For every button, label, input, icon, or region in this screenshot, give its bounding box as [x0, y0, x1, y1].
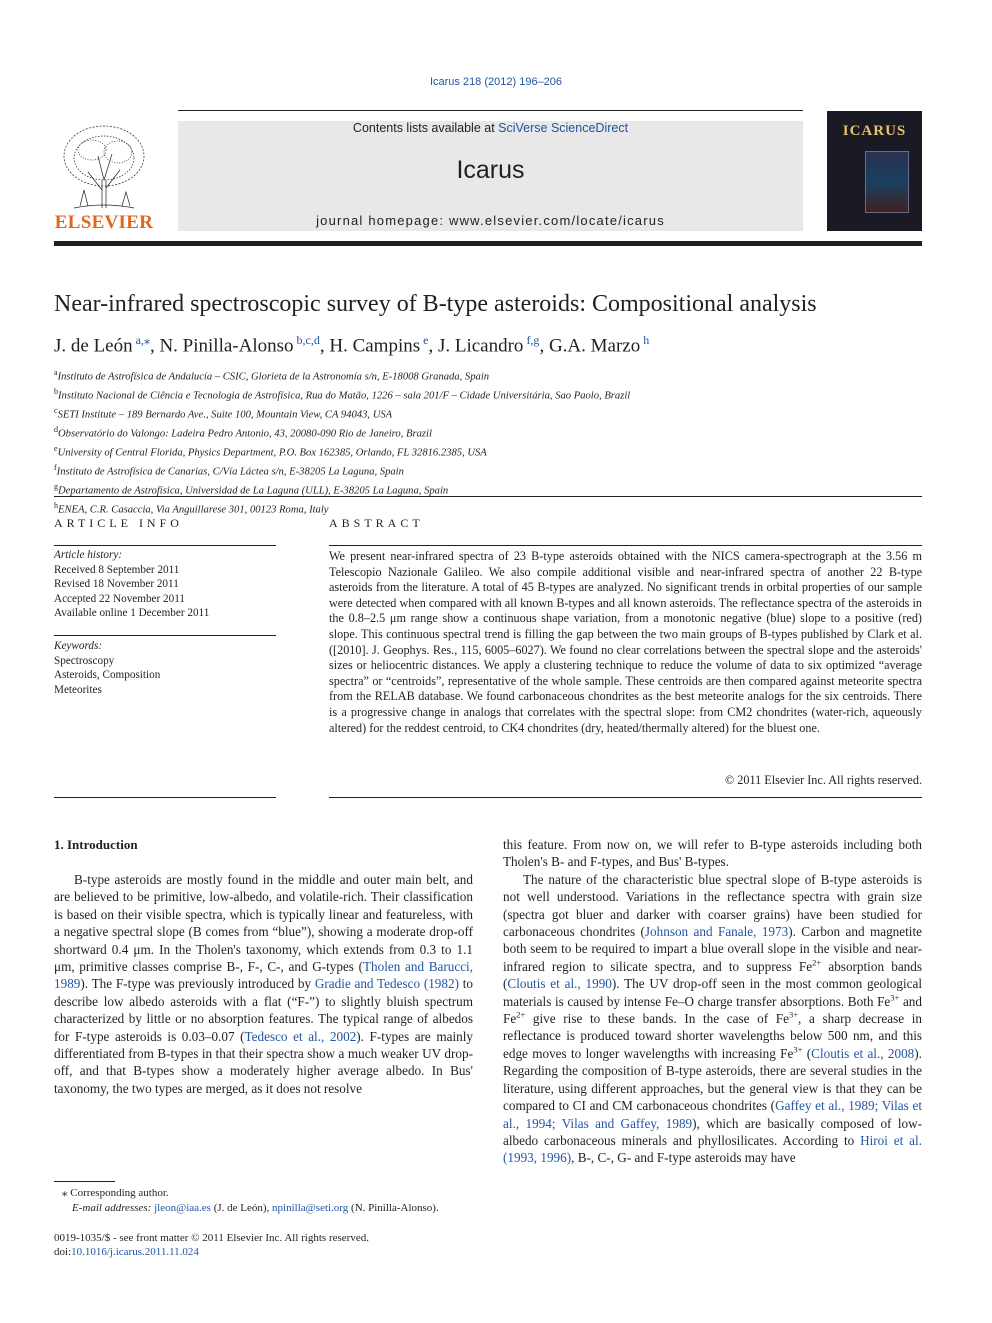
text-run: ), which are basically composed of low-albedo carbonaceous minerals and phyllosilicates. According to	[503, 1115, 922, 1148]
text-run: The nature of the characteristic blue spectral slope of B-type asteroids is not well understood. Variations in the reflectance spectra with grain size (spectra got bluer and darker with coarser grains) have been studied for carbonaceous chondrites (	[503, 871, 922, 940]
contents-prefix: Contents lists available at	[352, 121, 499, 135]
corresponding-author-note: ⁎ Corresponding author.	[62, 1187, 169, 1199]
intro-paragraph-2	[503, 871, 922, 1167]
journal-name: Icarus	[456, 156, 525, 184]
text-run: ). F-types are mainly differentiated from B-types in that their spectra show a much weaker UV drop-off, and that B-types show a moderately higher average albedo. In Bus' taxonomy, the two types are merged, as it does not resolve	[54, 1028, 473, 1096]
journal-cover-thumbnail[interactable]	[827, 111, 922, 231]
history-item: Revised 18 November 2011	[54, 578, 179, 590]
text-run: , a sharp decrease in reflectance is produced toward shorter wavelengths below 500 nm, and this edge moves to longer wavelengths with increasing Fe	[503, 1011, 923, 1061]
keyword-item: Spectroscopy	[54, 654, 115, 667]
journal-citation[interactable]: Icarus 218 (2012) 196–206	[429, 76, 563, 88]
cover-image	[865, 151, 909, 213]
abstract-bottom-rule	[329, 797, 922, 798]
citation-link[interactable]: Hiroi et al. (1993, 1996)	[503, 1132, 922, 1166]
elsevier-wordmark: ELSEVIER	[54, 212, 154, 233]
affiliation-text: ENEA, C.R. Casaccia, Via Anguillarese 301, 00123 Roma, Italy	[58, 504, 329, 516]
affiliation-text: Observatório do Valongo: Ladeira Pedro Antonio, 43, 20080-090 Rio de Janeiro, Brazil	[58, 428, 432, 440]
keywords-rule	[54, 635, 276, 636]
contents-line	[178, 121, 803, 135]
email-owner: (N. Pinilla-Alonso).	[348, 1201, 439, 1214]
sciencedirect-link[interactable]: SciVerse ScienceDirect	[498, 121, 629, 135]
footnotes	[54, 1186, 484, 1216]
citation-link[interactable]: Cloutis et al., 1990	[507, 976, 612, 992]
text-run: ). The UV drop-off seen in the most common geological materials is caused by intense Fe–O charge transfer absorptions. Both Fe	[503, 976, 922, 1009]
affiliation-marker: b	[54, 386, 58, 396]
history-item: Accepted 22 November 2011	[54, 592, 185, 605]
text-run: and Fe	[503, 993, 922, 1027]
citation-link[interactable]: Tedesco et al., 2002	[244, 1028, 357, 1044]
author-affiliation-marker[interactable]: e	[420, 333, 429, 347]
header-thick-rule	[54, 241, 922, 246]
article-info-heading: ARTICLE INFO	[54, 516, 183, 530]
affiliation-text: Instituto de Astrofísica de Canarias, C/Vía Láctea s/n, E-38205 La Laguna, Spain	[56, 466, 404, 478]
affiliation-item	[54, 404, 914, 423]
affiliation-item	[54, 385, 914, 404]
author-affiliation-marker[interactable]: a,⁎	[132, 333, 150, 347]
author-name: H. Campins	[329, 335, 421, 357]
affiliation-text: University of Central Florida, Physics Department, P.O. Box 162385, Orlando, FL 32816.2385, USA	[57, 447, 487, 459]
keywords	[54, 639, 276, 697]
charge-superscript: 3+	[793, 1044, 803, 1055]
author-affiliation-marker[interactable]: b,c,d	[293, 333, 320, 347]
affiliation-marker: d	[54, 424, 58, 434]
article-title: Near-infrared spectroscopic survey of B-type asteroids: Compositional analysis	[54, 291, 817, 317]
author-affiliation-marker[interactable]: f,g	[523, 333, 540, 347]
text-run: ). The F-type was previously introduced by	[80, 976, 315, 992]
affiliation-marker: g	[54, 481, 58, 491]
article-info-bottom-rule	[54, 797, 276, 798]
text-run: to describe low albedo asteroids with a flat (“F-”) to slightly bluish spectrum characterized by little or no absorption features. The typical range of albedos for F-type asteroids is 0.03–0.07 (	[54, 976, 474, 1044]
affiliation-text: Departamento de Astrofísica, Universidad de La Laguna (ULL), E-38205 La Laguna, Spain	[58, 485, 449, 497]
keywords-label: Keywords:	[54, 640, 103, 652]
journal-homepage	[178, 213, 803, 228]
text-run: , B-, C-, G- and F-type asteroids may have	[571, 1150, 796, 1166]
text-run: absorption bands (	[503, 958, 922, 992]
author-name: G.A. Marzo	[548, 335, 641, 357]
intro-paragraph-1	[54, 871, 473, 1097]
author-name: J. de León	[54, 335, 133, 357]
email-link-pinilla[interactable]: npinilla@seti.org	[272, 1201, 349, 1214]
keyword-item: Meteorites	[54, 683, 102, 696]
author-name: N. Pinilla-Alonso	[159, 335, 294, 357]
author-list: J. de León $^{a,⁎}$, N. Pinilla-Alonso $^{b,c,d}$, H. Campins $^e$, J. Licandro $^{f,g}$, G.A. Marzo $^h$	[54, 333, 650, 357]
affiliation-list	[54, 366, 914, 518]
citation-link[interactable]: Cloutis et al., 2008	[811, 1045, 915, 1061]
email-label: E-mail addresses:	[72, 1201, 155, 1214]
cover-title: ICARUS	[842, 123, 907, 139]
affiliation-text: Instituto Nacional de Ciência e Tecnologia de Astrofísica, Rua do Matão, 1226 – sala 201/F – Cidade Universitária, Sao Paolo, Brazil	[58, 390, 631, 402]
intro-paragraph-1-continued: this feature. From now on, we will refer to B-type asteroids including both Tholen's B- and F-types, and Bus' B-types.	[503, 837, 922, 870]
text-run: B-type asteroids are mostly found in the middle and outer main belt, and are believed to be primitive, low-albedo, and volatile-rich. Their classification is based on their visible spectra, which is typically linear and featureless, with a negative spectral slope (B comes from “blue”), showing a moderate drop-off shortward 0.4 μm. In the Tholen's taxonomy, which extends from 0.3 to 1.1 μm, primitive classes comprise B-, F-, C-, and G-types (	[54, 872, 473, 975]
affiliation-item	[54, 423, 914, 442]
affiliation-text: SETI Institute – 189 Bernardo Ave., Suite 100, Mountain View, CA 94043, USA	[57, 409, 393, 421]
text-run: ). Regarding the composition of B-type asteroids, there are several studies in the literature, using different approaches, but the general view is that they can be compared to CI and CM carbonaceous chondrites (	[503, 1045, 922, 1114]
title-bottom-rule	[54, 496, 922, 497]
doi-line	[54, 1245, 484, 1259]
header-top-rule	[178, 110, 803, 111]
affiliation-marker: e	[54, 443, 58, 453]
charge-superscript: 3+	[788, 1009, 799, 1020]
citation-link[interactable]: Gaffey et al., 1989; Vilas et al., 1994; Vilas and Gaffey, 1989	[503, 1098, 922, 1131]
text-run: (	[802, 1045, 812, 1061]
abstract-copyright: © 2011 Elsevier Inc. All rights reserved.	[725, 773, 922, 787]
text-run: ). Carbon and magnetite both seem to be required to impart a blue overall slope in the visible and near-infrared region to silicate spectra, and to suppress Fe	[503, 924, 922, 974]
author-name: J. Licandro	[437, 335, 524, 357]
affiliation-marker: h	[54, 500, 58, 510]
email-addresses	[54, 1201, 484, 1216]
charge-superscript: 2+	[812, 957, 822, 968]
charge-superscript: 2+	[516, 1009, 526, 1020]
affiliation-item	[54, 461, 914, 480]
text-run: give rise to these bands. In the case of Fe	[525, 1011, 789, 1027]
history-label: Article history:	[54, 549, 123, 561]
page-footer	[54, 1231, 484, 1260]
doi-prefix: doi:	[54, 1246, 72, 1259]
author-affiliation-marker[interactable]: h	[640, 333, 650, 347]
affiliation-marker: c	[54, 405, 58, 415]
homepage-prefix: journal homepage:	[316, 213, 449, 228]
history-item: Received 8 September 2011	[54, 563, 180, 576]
issn-line: 0019-1035/$ - see front matter © 2011 Elsevier Inc. All rights reserved.	[54, 1232, 369, 1244]
article-info-rule	[54, 545, 276, 546]
section-heading-introduction: 1. Introduction	[54, 837, 138, 852]
charge-superscript: 3+	[890, 992, 900, 1003]
homepage-url[interactable]: www.elsevier.com/locate/icarus	[449, 213, 665, 228]
affiliation-item	[54, 366, 914, 385]
article-history	[54, 548, 276, 621]
doi-link[interactable]: 10.1016/j.icarus.2011.11.024	[71, 1246, 199, 1259]
body-column-right	[503, 836, 922, 1167]
body-column-left	[54, 871, 473, 1097]
affiliation-item	[54, 442, 914, 461]
email-owner: (J. de León),	[210, 1201, 273, 1214]
abstract-text: We present near-infrared spectra of 23 B-type asteroids obtained with the NICS camera-spectrograph at the 3.56 m Telescopio Nazionale Galileo. We also compile additional visible and near-infrared spectra of another 22 B-type asteroids from the literature. A total of 45 B-types are analyzed. No significant trends in orbital properties of our sample were detected when compared with all known B-types and all known asteroids. The reflectance spectra of the asteroids in the 0.8–2.5 μm range show a continuous shape variation, from a monotonic negative (blue) slope to a positive (red) slope. This continuous spectral trend is filling the gap between the two main groups of B-types published by Clark et al. ([2010]. J. Geophys. Res., 115, 6005–6027). We found no clear correlations between the spectral slope and the asteroids' sizes or heliocentric distances. We apply a clustering technique to reduce the volume of data to six optimized “average spectra” or “centroids”, representative of the whole sample. These centroids are then compared against meteorite spectra from the RELAB database. We found carbonaceous chondrites as the best meteorite analogs for the six centroids. There is a progressive change in analogs that correlates with the spectral slope: from CM2 chondrites (water-rich, aqueously altered) for the reddest centroid, to CK4 chondrites (dry, heated/thermally altered) for the bluest one.	[329, 549, 922, 735]
abstract-heading: ABSTRACT	[329, 516, 424, 530]
citation-link[interactable]: Gradie and Tedesco (1982)	[314, 976, 459, 992]
abstract-top-rule	[329, 545, 922, 546]
affiliation-item	[54, 499, 914, 518]
keyword-item: Asteroids, Composition	[54, 669, 161, 681]
affiliation-marker: f	[54, 462, 57, 472]
affiliation-text: Instituto de Astrofísica de Andalucía – CSIC, Glorieta de la Astronomía s/n, E-18008 Granada, Spain	[57, 371, 490, 383]
citation-link[interactable]: Johnson and Fanale, 1973	[644, 924, 789, 940]
footnote-rule	[54, 1181, 115, 1182]
citation-link[interactable]: Tholen and Barucci, 1989	[54, 959, 474, 992]
history-item: Available online 1 December 2011	[54, 607, 210, 619]
affiliation-marker: a	[54, 368, 58, 377]
email-link-deleon[interactable]: jleon@iaa.es	[154, 1201, 211, 1214]
